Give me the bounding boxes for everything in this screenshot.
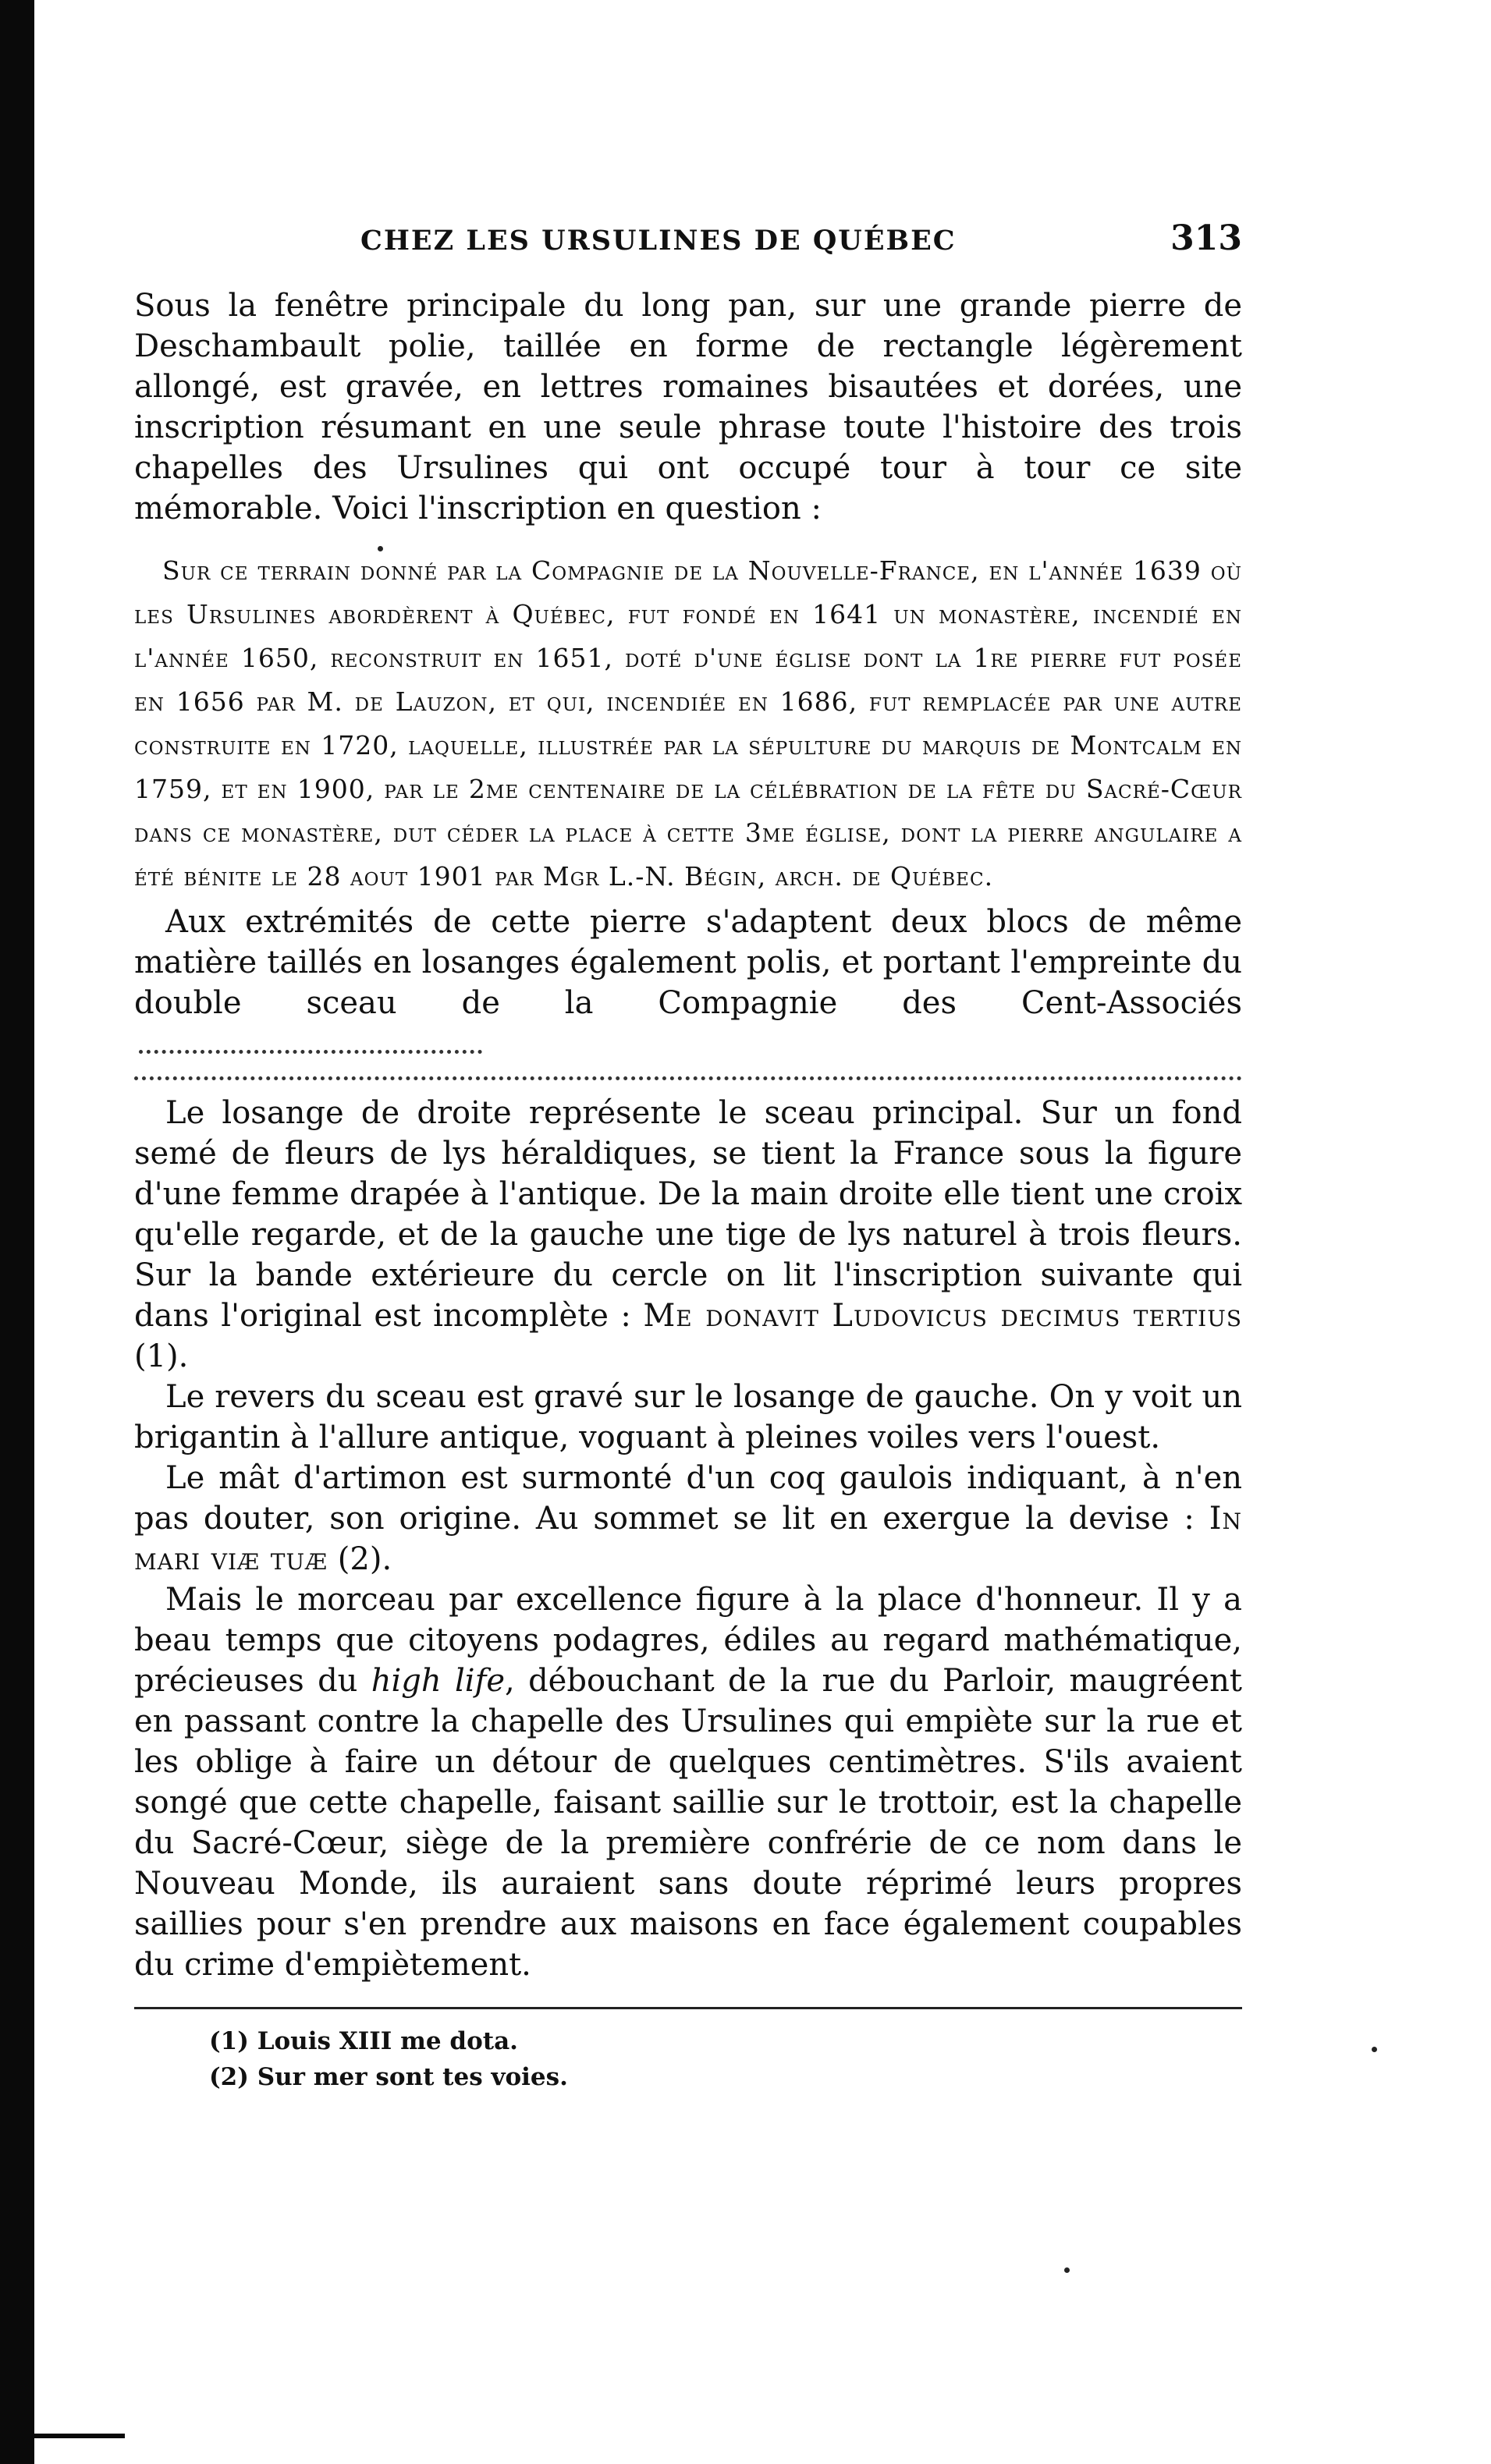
running-head: CHEZ LES URSULINES DE QUÉBEC bbox=[360, 225, 957, 257]
device-motto: In mari viæ tuæ bbox=[134, 1501, 1242, 1577]
paragraph-seal-back: Le revers du sceau est gravé sur le losange de gauche. On y voit un brigantin à l'allure antique, voguant à pleines voiles vers l'ouest. bbox=[134, 1379, 1242, 1455]
paragraph-mast-text: Le mât d'artimon est surmonté d'un coq gaulois indiquant, à n'en pas douter, son origine. Au sommet se lit en exergue la devise : bbox=[134, 1460, 1242, 1537]
scan-speck bbox=[378, 546, 383, 551]
page-content bbox=[134, 218, 1242, 2095]
paragraph-blocks-text: Aux extrémités de cette pierre s'adaptent deux blocs de même matière taillés en losanges également polis, et portant l'empreinte du double sceau de la Compagnie des Cent-Associés bbox=[134, 904, 1242, 1021]
paragraph-chapel bbox=[134, 1579, 1242, 1985]
inscription-text: Sur ce terrain donné par la Compagnie de la Nouvelle-France, en l'année 1639 où les Ursulines abordèrent à Québec, fut fondé en 1641 un monastère, incendié en l'année 1650, reconstruit en 1651, doté d'une église dont la 1re pierre fut posée en 1656 par M. de Lauzon, et qui, incendiée en 1686, fut remplacée par une autre construite en 1720, laquelle, illustrée par la sépulture du marquis de Montcalm en 1759, et en 1900, par le 2me centenaire de la célébration de la fête du Sacré-Cœur dans ce monastère, dut céder la place à cette 3me église, dont la pierre angulaire a été bénite le 28 aout 1901 par Mgr L.-N. Bégin, arch. de Québec. bbox=[134, 555, 1242, 892]
paragraph-intro: Sous la fenêtre principale du long pan, sur une grande pierre de Deschambault polie, taillée en forme de rectangle légèrement allongé, est gravée, en lettres romaines bisautées et dorées, une inscription résumant en une seule phrase toute l'histoire des trois chapelles des Ursulines qui ont occupé tour à tour ce site mémorable. Voici l'inscription en question : bbox=[134, 288, 1242, 526]
footnotes bbox=[134, 2023, 1242, 2095]
italic-phrase: high life bbox=[371, 1663, 506, 1699]
footnote-2: (2) Sur mer sont tes voies. bbox=[209, 2063, 568, 2091]
paragraph-mast bbox=[134, 1458, 1242, 1579]
page-header bbox=[134, 218, 1242, 281]
seal-motto: Me donavit Ludovicus decimus tertius bbox=[643, 1298, 1242, 1334]
paragraph-blocks bbox=[134, 902, 1242, 1064]
scan-speck bbox=[1372, 2047, 1377, 2052]
paragraph-chapel-start: Mais le morceau par excellence figure à la place d'honneur. Il y a beau temps que citoyens podagres, édiles au regard mathématique, précieuses du bbox=[134, 1582, 1242, 1699]
paragraph-seal-front bbox=[134, 1093, 1242, 1377]
scan-border-tail bbox=[0, 2434, 125, 2438]
scan-speck bbox=[1064, 2267, 1070, 2273]
dotted-separator bbox=[134, 1076, 1242, 1080]
ellipsis-dots bbox=[139, 1050, 482, 1054]
page-number: 313 bbox=[1170, 218, 1242, 258]
scan-border bbox=[0, 0, 34, 2464]
footnote-1: (1) Louis XIII me dota. bbox=[209, 2027, 518, 2055]
paragraph-seal-front-text: Le losange de droite représente le sceau principal. Sur un fond semé de fleurs de lys héraldiques, se tient la France sous la figure d'une femme drapée à l'antique. De la main droite elle tient une croix qu'elle regarde, et de la gauche une tige de lys naturel à trois fleurs. Sur la bande extérieure du cercle on lit l'inscription suivante qui dans l'original est incomplète : bbox=[134, 1095, 1242, 1334]
footnote-rule bbox=[134, 2007, 1242, 2009]
footnote-ref-2: (2). bbox=[337, 1541, 392, 1577]
paragraph-chapel-end: , débouchant de la rue du Parloir, maugréent en passant contre la chapelle des Ursulines qui empiète sur la rue et les oblige à faire un détour de quelques centimètres. S'ils avaient songé que cette chapelle, faisant saillie sur le trottoir, est la chapelle du Sacré-Cœur, siège de la première confrérie de ce nom dans le Nouveau Monde, ils auraient sans doute réprimé leurs propres saillies pour s'en prendre aux maisons en face également coupables du crime d'empiètement. bbox=[134, 1663, 1242, 1983]
footnote-ref-1: (1). bbox=[134, 1338, 189, 1374]
